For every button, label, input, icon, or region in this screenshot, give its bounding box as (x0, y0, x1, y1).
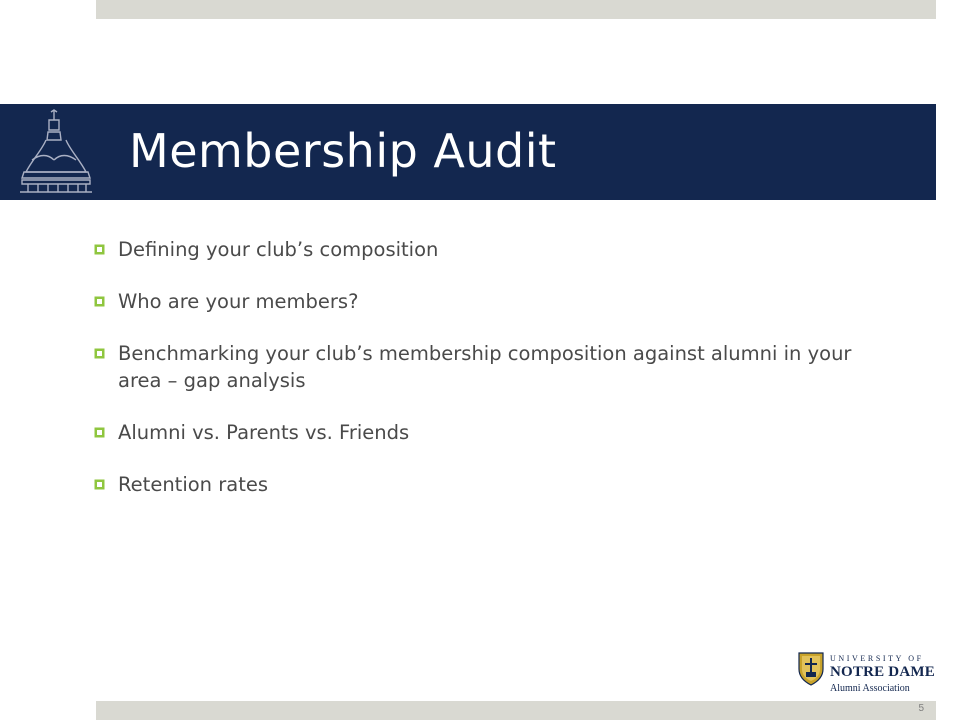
logo-notre-dame: NOTRE DAME (830, 664, 935, 680)
university-logo (798, 652, 934, 700)
logo-alumni-association: Alumni Association (830, 683, 910, 694)
page-number: 5 (918, 703, 924, 714)
bottom-accent-bar (96, 701, 936, 720)
shield-crest-icon (798, 652, 824, 686)
bullet-list (94, 236, 854, 523)
dome-icon (18, 108, 96, 198)
square-bullet-icon (94, 244, 105, 255)
bullet-item (94, 419, 854, 446)
logo-university-of: UNIVERSITY OF (830, 654, 924, 663)
bullet-text: Benchmarking your club’s membership composition against alumni in your area – gap analysis (118, 342, 852, 392)
bullet-text: Alumni vs. Parents vs. Friends (118, 421, 410, 444)
bullet-item (94, 340, 854, 394)
bullet-text: Defining your club’s composition (118, 238, 439, 261)
bullet-item (94, 288, 854, 315)
top-accent-bar (96, 0, 936, 19)
bullet-text: Retention rates (118, 473, 268, 496)
square-bullet-icon (94, 427, 105, 438)
square-bullet-icon (94, 479, 105, 490)
square-bullet-icon (94, 348, 105, 359)
bullet-item (94, 236, 854, 263)
square-bullet-icon (94, 296, 105, 307)
bullet-item (94, 471, 854, 498)
bullet-text: Who are your members? (118, 290, 359, 313)
slide-title: Membership Audit (129, 124, 557, 178)
